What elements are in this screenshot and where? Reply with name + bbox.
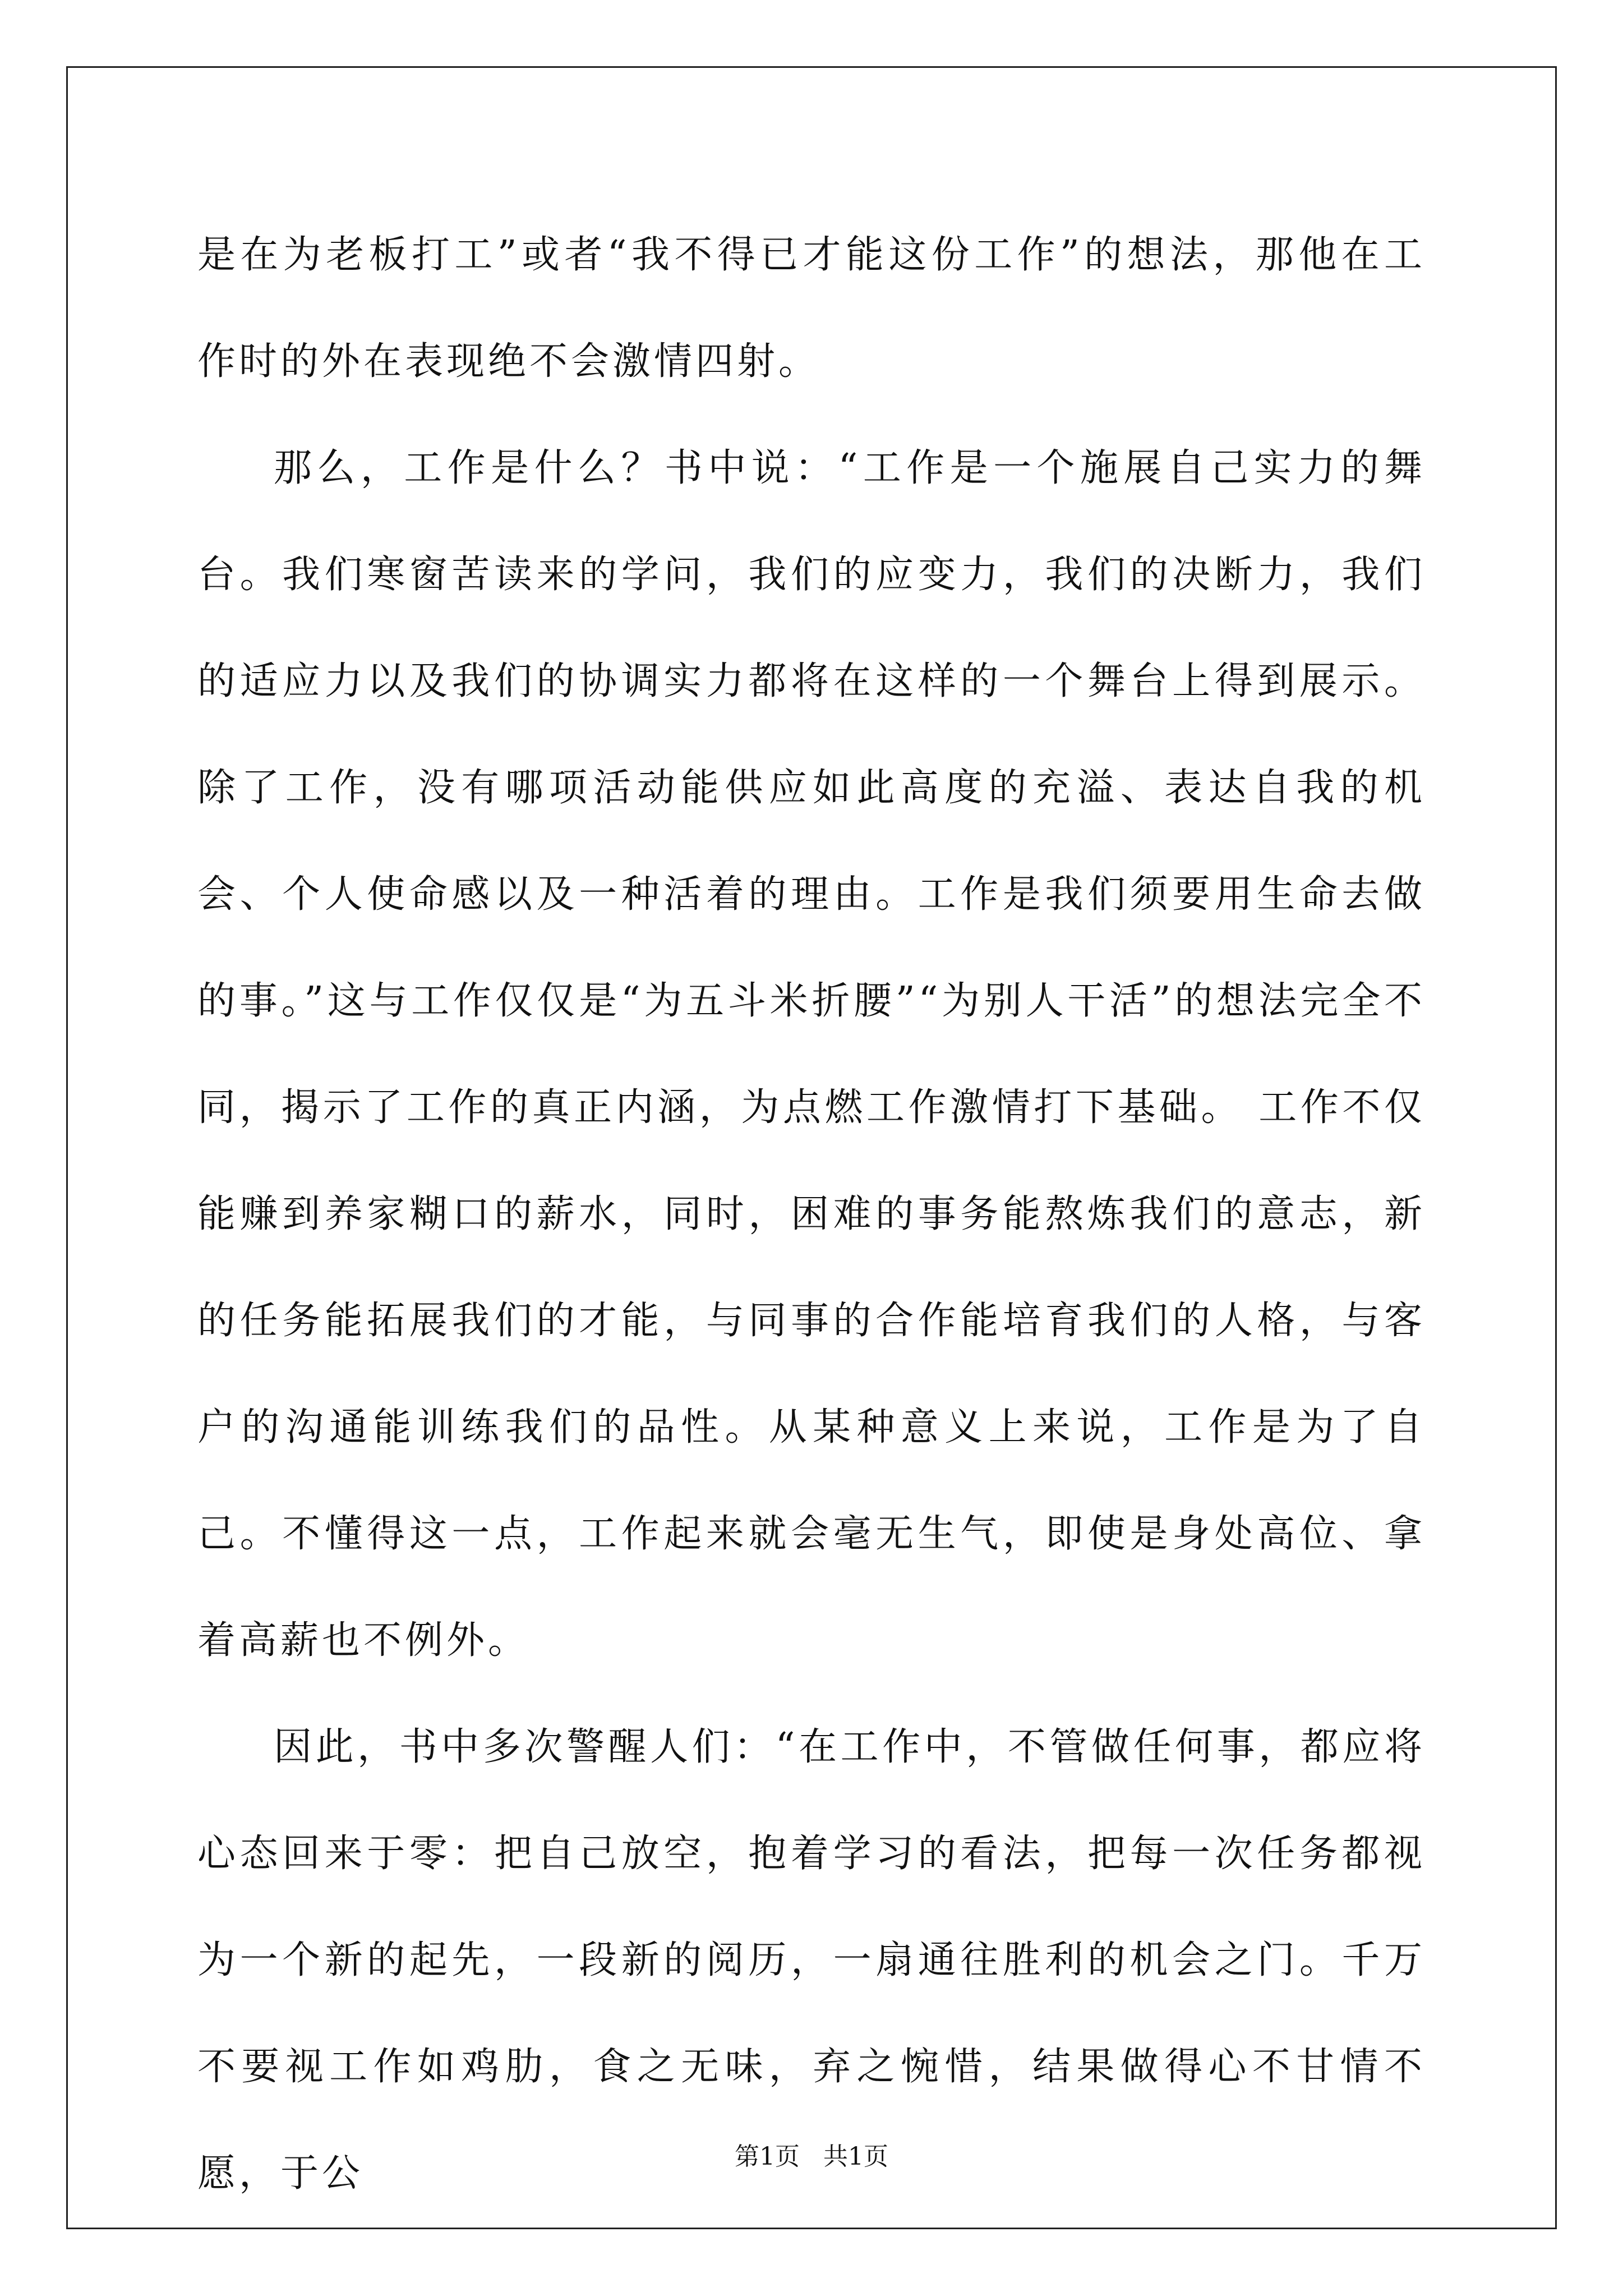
page-total: 共1页 xyxy=(823,2142,888,2171)
paragraph: 是在为老板打工”或者“我不得已才能这份工作”的想法，那他在工作时的外在表现绝不会激情四射。 xyxy=(197,233,1426,384)
document-body xyxy=(197,202,1426,2227)
page-footer xyxy=(0,2136,1623,2172)
paragraph: 因此，书中多次警醒人们：“在工作中，不管做任何事，都应将心态回来于零：把自己放空，抱着学习的看法，把每一次任务都视为一个新的起先，一段新的阅历，一扇通往胜利的机会之门。千万不要视工作如鸡肋，食之无味，弃之惋惜，结果做得心不甘情不愿，于公 xyxy=(197,1725,1426,2196)
paragraph: 那么，工作是什么？书中说：“工作是一个施展自己实力的舞台。我们寒窗苦读来的学问，我们的应变力，我们的决断力，我们的适应力以及我们的协调实力都将在这样的一个舞台上得到展示。除了工作，没有哪项活动能供应如此高度的充溢、表达自我的机会、个人使命感以及一种活着的理由。工作是我们须要用生命去做的事。”这与工作仅仅是“为五斗米折腰”“为别人干活”的想法完全不同，揭示了工作的真正内涵，为点燃工作激情打下基础。 工作不仅能赚到养家糊口的薪水，同时，困难的事务能熬炼我们的意志，新的任务能拓展我们的才能，与同事的合作能培育我们的人格，与客户的沟通能训练我们的品性。从某种意义上来说，工作是为了自己。不懂得这一点，工作起来就会毫无生气，即使是身处高位、拿着高薪也不例外。 xyxy=(197,446,1426,1663)
page-number: 第1页 xyxy=(735,2142,800,2171)
